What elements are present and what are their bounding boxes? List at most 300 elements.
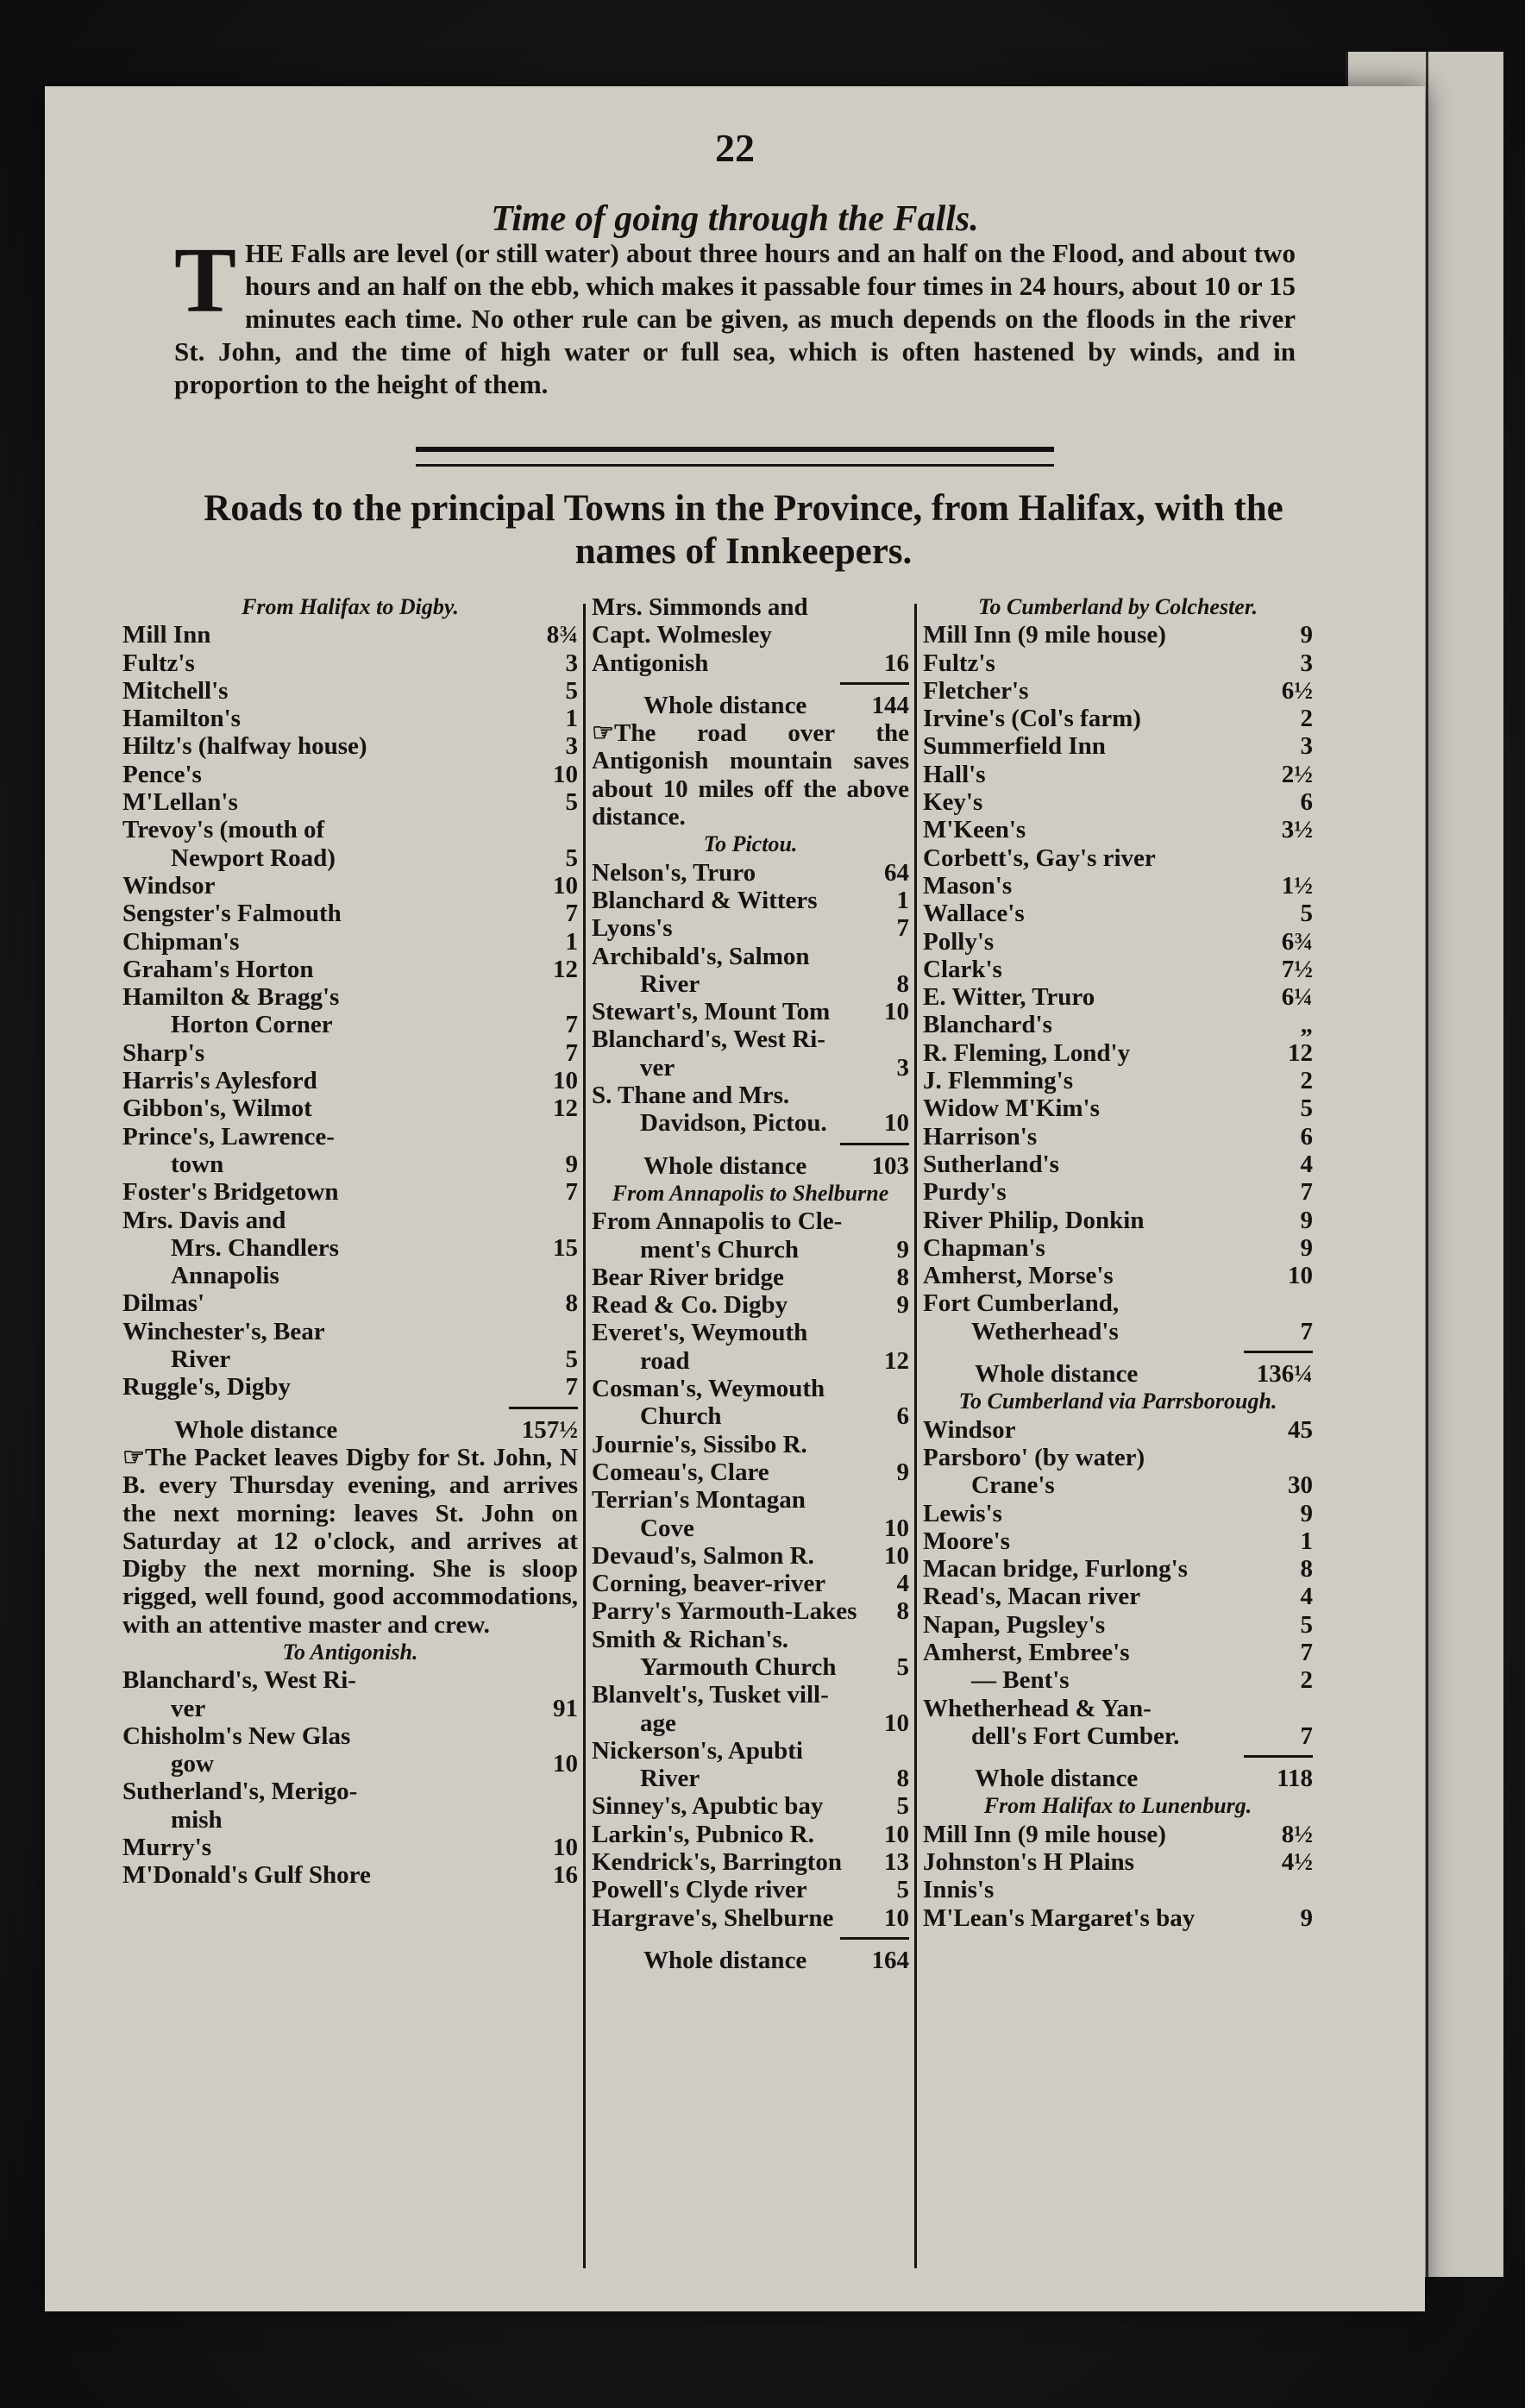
inn-name: Windsor	[122, 871, 216, 900]
inn-row	[923, 705, 1313, 732]
inn-name: Blanchard & Witters	[592, 886, 818, 914]
inn-row	[923, 1178, 1313, 1206]
total-rule	[840, 1143, 909, 1145]
inn-row	[122, 900, 578, 927]
inn-miles: 16	[553, 1861, 578, 1890]
inn-name: Archibald's, Salmon	[592, 942, 810, 970]
inn-name: Fletcher's	[923, 676, 1029, 705]
inn-name: Cosman's, Weymouth	[592, 1375, 825, 1403]
inn-miles: 3	[565, 732, 578, 761]
inn-name: Graham's Horton	[122, 955, 314, 983]
inn-miles: 4	[896, 1570, 909, 1598]
inn-name: Mrs. Chandlers	[171, 1233, 339, 1262]
inn-row	[923, 1500, 1313, 1527]
inn-name: Parsboro' (by water)	[923, 1443, 1145, 1471]
inn-row	[592, 859, 909, 887]
inn-row	[592, 649, 909, 677]
inn-name: Hiltz's (halfway house)	[122, 732, 367, 761]
inn-miles: 3	[1300, 649, 1313, 677]
inn-miles: 6¼	[1281, 983, 1313, 1012]
inn-row	[592, 1207, 909, 1235]
inn-miles: 91	[553, 1694, 578, 1722]
inn-name: Antigonish	[592, 649, 709, 677]
inn-name: Read & Co. Digby	[592, 1291, 788, 1320]
inn-miles: 9	[896, 1291, 909, 1320]
inn-row	[923, 844, 1313, 872]
inn-row	[122, 1861, 578, 1889]
inn-miles: 10	[553, 1834, 578, 1862]
total-row	[592, 1947, 909, 1974]
inn-miles: 15	[553, 1233, 578, 1262]
inn-name: S. Thane and Mrs.	[592, 1082, 790, 1110]
inn-row	[122, 1039, 578, 1067]
inn-name: Blanchard's, West Ri-	[122, 1666, 356, 1695]
inn-row	[592, 621, 909, 649]
inn-miles: 1	[565, 927, 578, 956]
inn-name: Chisholm's New Glas	[122, 1721, 351, 1750]
inn-miles: 9	[1300, 1206, 1313, 1234]
inn-miles: 5	[565, 843, 578, 872]
column-rule-2	[914, 604, 917, 2268]
total-label: Whole distance	[975, 1360, 1139, 1389]
inn-row	[592, 1347, 909, 1375]
mountain-note: ☞The road over the Antigonish mountain saves about 10 miles off the above distance.	[592, 719, 909, 831]
inn-row	[592, 1904, 909, 1932]
inn-miles: 12	[553, 1094, 578, 1123]
inn-row	[923, 956, 1313, 983]
inn-name: Mitchell's	[122, 676, 229, 705]
total-label: Whole distance	[975, 1765, 1139, 1793]
inn-name: Harris's Aylesford	[122, 1067, 317, 1095]
inn-row	[923, 1151, 1313, 1178]
inn-row	[923, 1067, 1313, 1094]
inn-name: Wetherhead's	[971, 1317, 1119, 1345]
inn-name: Hargrave's, Shelburne	[592, 1903, 834, 1932]
inn-row	[122, 788, 578, 816]
inn-row	[122, 1094, 578, 1122]
route-heading: From Halifax to Digby.	[242, 594, 459, 619]
inn-name: Blanvelt's, Tusket vill-	[592, 1681, 829, 1709]
inn-name: age	[640, 1709, 676, 1737]
inn-row	[592, 1876, 909, 1903]
inn-miles: 12	[1288, 1038, 1313, 1067]
total-rule	[1244, 1351, 1313, 1353]
inn-miles: 5	[896, 1876, 909, 1904]
inn-name: Powell's Clyde river	[592, 1876, 807, 1904]
inn-miles: 10	[884, 1514, 909, 1542]
inn-row	[592, 1542, 909, 1570]
inn-miles: 10	[553, 760, 578, 788]
inn-name: Cove	[640, 1514, 694, 1542]
inn-row	[122, 1123, 578, 1151]
inn-miles: 9	[1300, 621, 1313, 649]
inn-name: Dilmas'	[122, 1289, 205, 1318]
total-row	[923, 1765, 1313, 1792]
inn-miles: 3	[1300, 732, 1313, 761]
route-heading: From Annapolis to Shelburne	[612, 1180, 889, 1206]
inn-row	[923, 1722, 1313, 1750]
inn-miles: 12	[553, 955, 578, 983]
inn-miles: 8	[1300, 1555, 1313, 1583]
inn-row	[923, 1695, 1313, 1722]
inn-row	[122, 1178, 578, 1206]
inn-row	[122, 872, 578, 900]
inn-miles: 7	[1300, 1317, 1313, 1345]
inn-row	[923, 1527, 1313, 1555]
inn-miles: 5	[565, 1345, 578, 1374]
inn-miles: 10	[884, 1903, 909, 1932]
inn-miles: 9	[1300, 1903, 1313, 1932]
inn-row	[923, 1094, 1313, 1122]
inn-miles: 10	[884, 998, 909, 1026]
inn-name: Murry's	[122, 1834, 212, 1862]
inn-miles: 10	[553, 1750, 578, 1778]
total-label: Whole distance	[643, 691, 807, 719]
total-rule	[1244, 1755, 1313, 1758]
inn-miles: 2½	[1281, 760, 1313, 788]
inn-miles: 5	[565, 788, 578, 817]
total-rule	[840, 1937, 909, 1940]
total-row	[592, 1152, 909, 1180]
inn-miles: 1	[896, 886, 909, 914]
column-cumberland-lunenburg	[923, 593, 1313, 1932]
total-value: 136¼	[1256, 1360, 1313, 1389]
inn-row	[122, 1778, 578, 1805]
inn-row	[923, 900, 1313, 927]
inn-name: Whetherhead & Yan-	[923, 1694, 1152, 1722]
inn-miles: 5	[1300, 1610, 1313, 1639]
inn-name: Corning, beaver-river	[592, 1570, 826, 1598]
inn-name: ver	[171, 1694, 206, 1722]
inn-name: Everet's, Weymouth	[592, 1319, 808, 1347]
route-heading: From Halifax to Lunenburg.	[983, 1793, 1252, 1819]
inn-miles: 5	[896, 1652, 909, 1681]
column-antigonish-pictou-shelburne	[592, 593, 909, 1974]
inn-name: Prince's, Lawrence-	[122, 1122, 335, 1151]
inn-row	[592, 1431, 909, 1458]
section-divider	[416, 447, 1054, 467]
inn-name: Amherst, Embree's	[923, 1638, 1130, 1666]
inn-row	[923, 1848, 1313, 1876]
inn-row	[122, 1750, 578, 1778]
inn-miles: 7	[565, 1178, 578, 1207]
inn-row	[923, 1289, 1313, 1317]
inn-row	[122, 1722, 578, 1750]
inn-row	[592, 1486, 909, 1514]
inn-name: ver	[640, 1053, 675, 1082]
total-row	[923, 1360, 1313, 1388]
inn-row	[592, 1054, 909, 1082]
inn-name: Yarmouth Church	[640, 1652, 837, 1681]
inn-name: Sinney's, Apubtic bay	[592, 1792, 824, 1821]
inn-miles: 7	[1300, 1721, 1313, 1750]
inn-row	[592, 887, 909, 914]
total-row	[122, 1416, 578, 1444]
inn-row	[592, 914, 909, 942]
inn-miles: 8	[896, 969, 909, 998]
inn-name: Corbett's, Gay's river	[923, 843, 1156, 872]
falls-paragraph	[174, 229, 1296, 401]
inn-name: Sutherland's, Merigo-	[122, 1778, 358, 1806]
inn-name: Newport Road)	[171, 843, 336, 872]
inn-name: dell's Fort Cumber.	[971, 1721, 1180, 1750]
inn-name: Amherst, Morse's	[923, 1262, 1114, 1290]
inn-row	[592, 1597, 909, 1625]
inn-miles: 4	[1300, 1150, 1313, 1178]
inn-row	[923, 1876, 1313, 1903]
inn-row	[592, 1236, 909, 1264]
inn-row	[923, 816, 1313, 843]
inn-name: Crane's	[971, 1471, 1055, 1500]
inn-miles: 6	[1300, 1122, 1313, 1151]
inn-miles: 8	[565, 1289, 578, 1318]
inn-row	[923, 1011, 1313, 1038]
inn-miles: 6½	[1281, 676, 1313, 705]
inn-row	[923, 1416, 1313, 1444]
inn-miles: 6¾	[1281, 927, 1313, 956]
inn-row	[923, 983, 1313, 1011]
inn-name: M'Donald's Gulf Shore	[122, 1861, 371, 1890]
inn-row	[122, 1806, 578, 1834]
inn-name: Fultz's	[923, 649, 995, 677]
inn-name: Sharp's	[122, 1038, 205, 1067]
inn-row	[923, 1904, 1313, 1932]
inn-name: Ruggle's, Digby	[122, 1373, 291, 1402]
inn-name: Church	[640, 1402, 722, 1431]
inn-name: Bear River bridge	[592, 1263, 784, 1291]
inn-name: J. Flemming's	[923, 1067, 1073, 1095]
falls-heading: Time of going through the Falls.	[491, 199, 979, 239]
inn-row	[122, 677, 578, 705]
inn-row	[122, 1262, 578, 1289]
inn-row	[923, 1555, 1313, 1583]
inn-miles: 10	[884, 1541, 909, 1570]
inn-row	[923, 788, 1313, 816]
inn-name: Kendrick's, Barrington	[592, 1848, 843, 1877]
inn-name: Clark's	[923, 955, 1002, 983]
inn-name: Sutherland's	[923, 1150, 1059, 1178]
inn-row	[122, 1289, 578, 1317]
inn-name: Journie's, Sissibo R.	[592, 1430, 807, 1458]
inn-name: Hall's	[923, 760, 986, 788]
inn-miles: 1	[565, 705, 578, 733]
inn-name: Pence's	[122, 760, 202, 788]
inn-miles: 13	[884, 1848, 909, 1877]
inn-miles: 7	[896, 914, 909, 943]
inn-row	[122, 1151, 578, 1178]
inn-name: gow	[171, 1750, 214, 1778]
column-rule-1	[583, 604, 586, 2268]
total-row	[592, 692, 909, 719]
inn-row	[923, 872, 1313, 900]
inn-row	[592, 998, 909, 1025]
inn-miles: 7	[565, 1373, 578, 1402]
route-list	[122, 1666, 578, 1889]
inn-name: Key's	[923, 788, 983, 817]
packet-note: ☞The Packet leaves Digby for St. John, N B. every Thursday evening, and arrives the next morning: leaves St. John on Saturday at 12 o'clock, and arrives at Digby the next morning. She is sloop rigged, well found, good accommodations, with an attentive master and crew.	[122, 1443, 578, 1639]
total-label: Whole distance	[643, 1946, 807, 1974]
book-page	[45, 86, 1425, 2311]
inn-name: Mrs. Simmonds and	[592, 593, 808, 621]
inn-name: Irvine's (Col's farm)	[923, 705, 1141, 733]
inn-name: River	[640, 969, 700, 998]
inn-miles: 64	[884, 858, 909, 887]
inn-name: Harrison's	[923, 1122, 1038, 1151]
inn-miles: 5	[896, 1792, 909, 1821]
total-rule	[509, 1407, 578, 1409]
inn-name: Mill Inn	[122, 621, 211, 649]
inn-row	[923, 1444, 1313, 1471]
route-list	[923, 621, 1313, 1345]
inn-row	[592, 1653, 909, 1681]
inn-name: Chapman's	[923, 1233, 1045, 1262]
inn-row	[122, 983, 578, 1011]
inn-row	[592, 1375, 909, 1402]
inn-name: Johnston's H Plains	[923, 1848, 1134, 1877]
inn-row	[592, 1792, 909, 1820]
inn-name: Horton Corner	[171, 1011, 333, 1039]
inn-miles: 8½	[1281, 1820, 1313, 1848]
inn-name: M'Lellan's	[122, 788, 238, 817]
inn-row	[592, 593, 909, 621]
inn-miles: 2	[1300, 1067, 1313, 1095]
inn-name: Terrian's Montagan	[592, 1486, 806, 1514]
inn-name: Macan bridge, Furlong's	[923, 1555, 1188, 1583]
inn-name: Foster's Bridgetown	[122, 1178, 339, 1207]
inn-miles: 3	[565, 649, 578, 677]
inn-miles: 9	[1300, 1499, 1313, 1527]
inn-name: mish	[171, 1805, 223, 1834]
inn-name: Annapolis	[171, 1262, 279, 1290]
inn-name: road	[640, 1346, 690, 1375]
inn-miles: 9	[1300, 1233, 1313, 1262]
inn-row	[592, 1458, 909, 1486]
inn-name: Fort Cumberland,	[923, 1289, 1120, 1318]
inn-row	[122, 1207, 578, 1234]
inn-row	[592, 1821, 909, 1848]
inn-miles: 5	[565, 676, 578, 705]
inn-row	[923, 761, 1313, 788]
inn-name: Davidson, Pictou.	[640, 1109, 827, 1138]
roads-heading: Roads to the principal Towns in the Province, from Halifax, with the names of Innkeepers.	[204, 488, 1283, 572]
inn-row	[923, 1639, 1313, 1666]
inn-name: Parry's Yarmouth-Lakes	[592, 1597, 857, 1626]
inn-row	[592, 1291, 909, 1319]
inn-row	[923, 1123, 1313, 1151]
inn-row	[122, 705, 578, 732]
inn-row	[923, 1039, 1313, 1067]
inn-row	[592, 1109, 909, 1137]
inn-row	[122, 1834, 578, 1861]
inn-name: — Bent's	[971, 1666, 1070, 1695]
inn-row	[122, 844, 578, 872]
inn-name: Polly's	[923, 927, 995, 956]
column-halifax-digby	[122, 593, 578, 1890]
inn-row	[592, 1402, 909, 1430]
inn-name: Blanchard's	[923, 1011, 1052, 1039]
inn-row	[923, 1234, 1313, 1262]
inn-row	[923, 732, 1313, 760]
inn-name: Stewart's, Mount Tom	[592, 998, 831, 1026]
drop-cap: T	[174, 229, 237, 332]
inn-row	[592, 1681, 909, 1709]
inn-name: From Annapolis to Cle-	[592, 1207, 843, 1236]
inn-name: Purdy's	[923, 1178, 1007, 1207]
inn-row	[122, 1695, 578, 1722]
inn-miles: 7	[565, 1011, 578, 1039]
total-value: 103	[871, 1151, 909, 1180]
inn-miles: 8	[896, 1597, 909, 1626]
inn-miles: 7	[565, 1038, 578, 1067]
inn-name: Gibbon's, Wilmot	[122, 1094, 312, 1123]
inn-miles: 7½	[1281, 955, 1313, 983]
total-value: 164	[871, 1946, 909, 1974]
inn-miles: 9	[896, 1458, 909, 1486]
inn-name: Windsor	[923, 1415, 1016, 1444]
inn-name: River	[640, 1765, 700, 1793]
inn-miles: 45	[1288, 1415, 1313, 1444]
inn-name: M'Keen's	[923, 816, 1026, 844]
inn-name: Fultz's	[122, 649, 195, 677]
inn-miles: 30	[1288, 1471, 1313, 1500]
inn-row	[592, 1626, 909, 1653]
inn-miles: 10	[553, 871, 578, 900]
inn-row	[122, 732, 578, 760]
inn-miles: 2	[1300, 705, 1313, 733]
inn-name: Nelson's, Truro	[592, 858, 756, 887]
inn-miles: 3½	[1281, 816, 1313, 844]
inn-row	[122, 1234, 578, 1262]
inn-row	[122, 816, 578, 843]
route-list	[923, 1416, 1313, 1751]
inn-name: Hamilton & Bragg's	[122, 983, 340, 1012]
inn-miles: 7	[1300, 1638, 1313, 1666]
inn-row	[592, 1264, 909, 1291]
inn-miles: 7	[1300, 1178, 1313, 1207]
inn-row	[592, 1570, 909, 1597]
inn-name: Chipman's	[122, 927, 240, 956]
inn-row	[122, 1373, 578, 1401]
inn-name: E. Witter, Truro	[923, 983, 1095, 1012]
total-rule	[840, 682, 909, 685]
inn-miles: 9	[565, 1150, 578, 1178]
inn-name: Innis's	[923, 1876, 995, 1904]
inn-row	[122, 928, 578, 956]
route-heading: To Pictou.	[703, 831, 798, 857]
inn-miles: 8	[896, 1765, 909, 1793]
inn-row	[122, 956, 578, 983]
inn-row	[592, 1514, 909, 1542]
inn-miles: 16	[884, 649, 909, 677]
inn-row	[122, 1318, 578, 1345]
inn-name: Summerfield Inn	[923, 732, 1106, 761]
inn-name: Mill Inn (9 mile house)	[923, 1820, 1166, 1848]
inn-name: River	[171, 1345, 231, 1374]
inn-name: Lewis's	[923, 1499, 1002, 1527]
inn-miles: 5	[1300, 900, 1313, 928]
inn-name: Read's, Macan river	[923, 1583, 1141, 1611]
inn-row	[122, 649, 578, 677]
inn-row	[923, 1583, 1313, 1610]
route-list	[592, 1207, 909, 1932]
inn-miles: 12	[884, 1346, 909, 1375]
inn-miles: 8	[896, 1263, 909, 1291]
inn-miles: 9	[896, 1235, 909, 1264]
inn-row	[592, 1709, 909, 1737]
total-value: 157½	[521, 1415, 578, 1444]
inn-name: Napan, Pugsley's	[923, 1610, 1106, 1639]
inn-miles: 10	[884, 1820, 909, 1848]
